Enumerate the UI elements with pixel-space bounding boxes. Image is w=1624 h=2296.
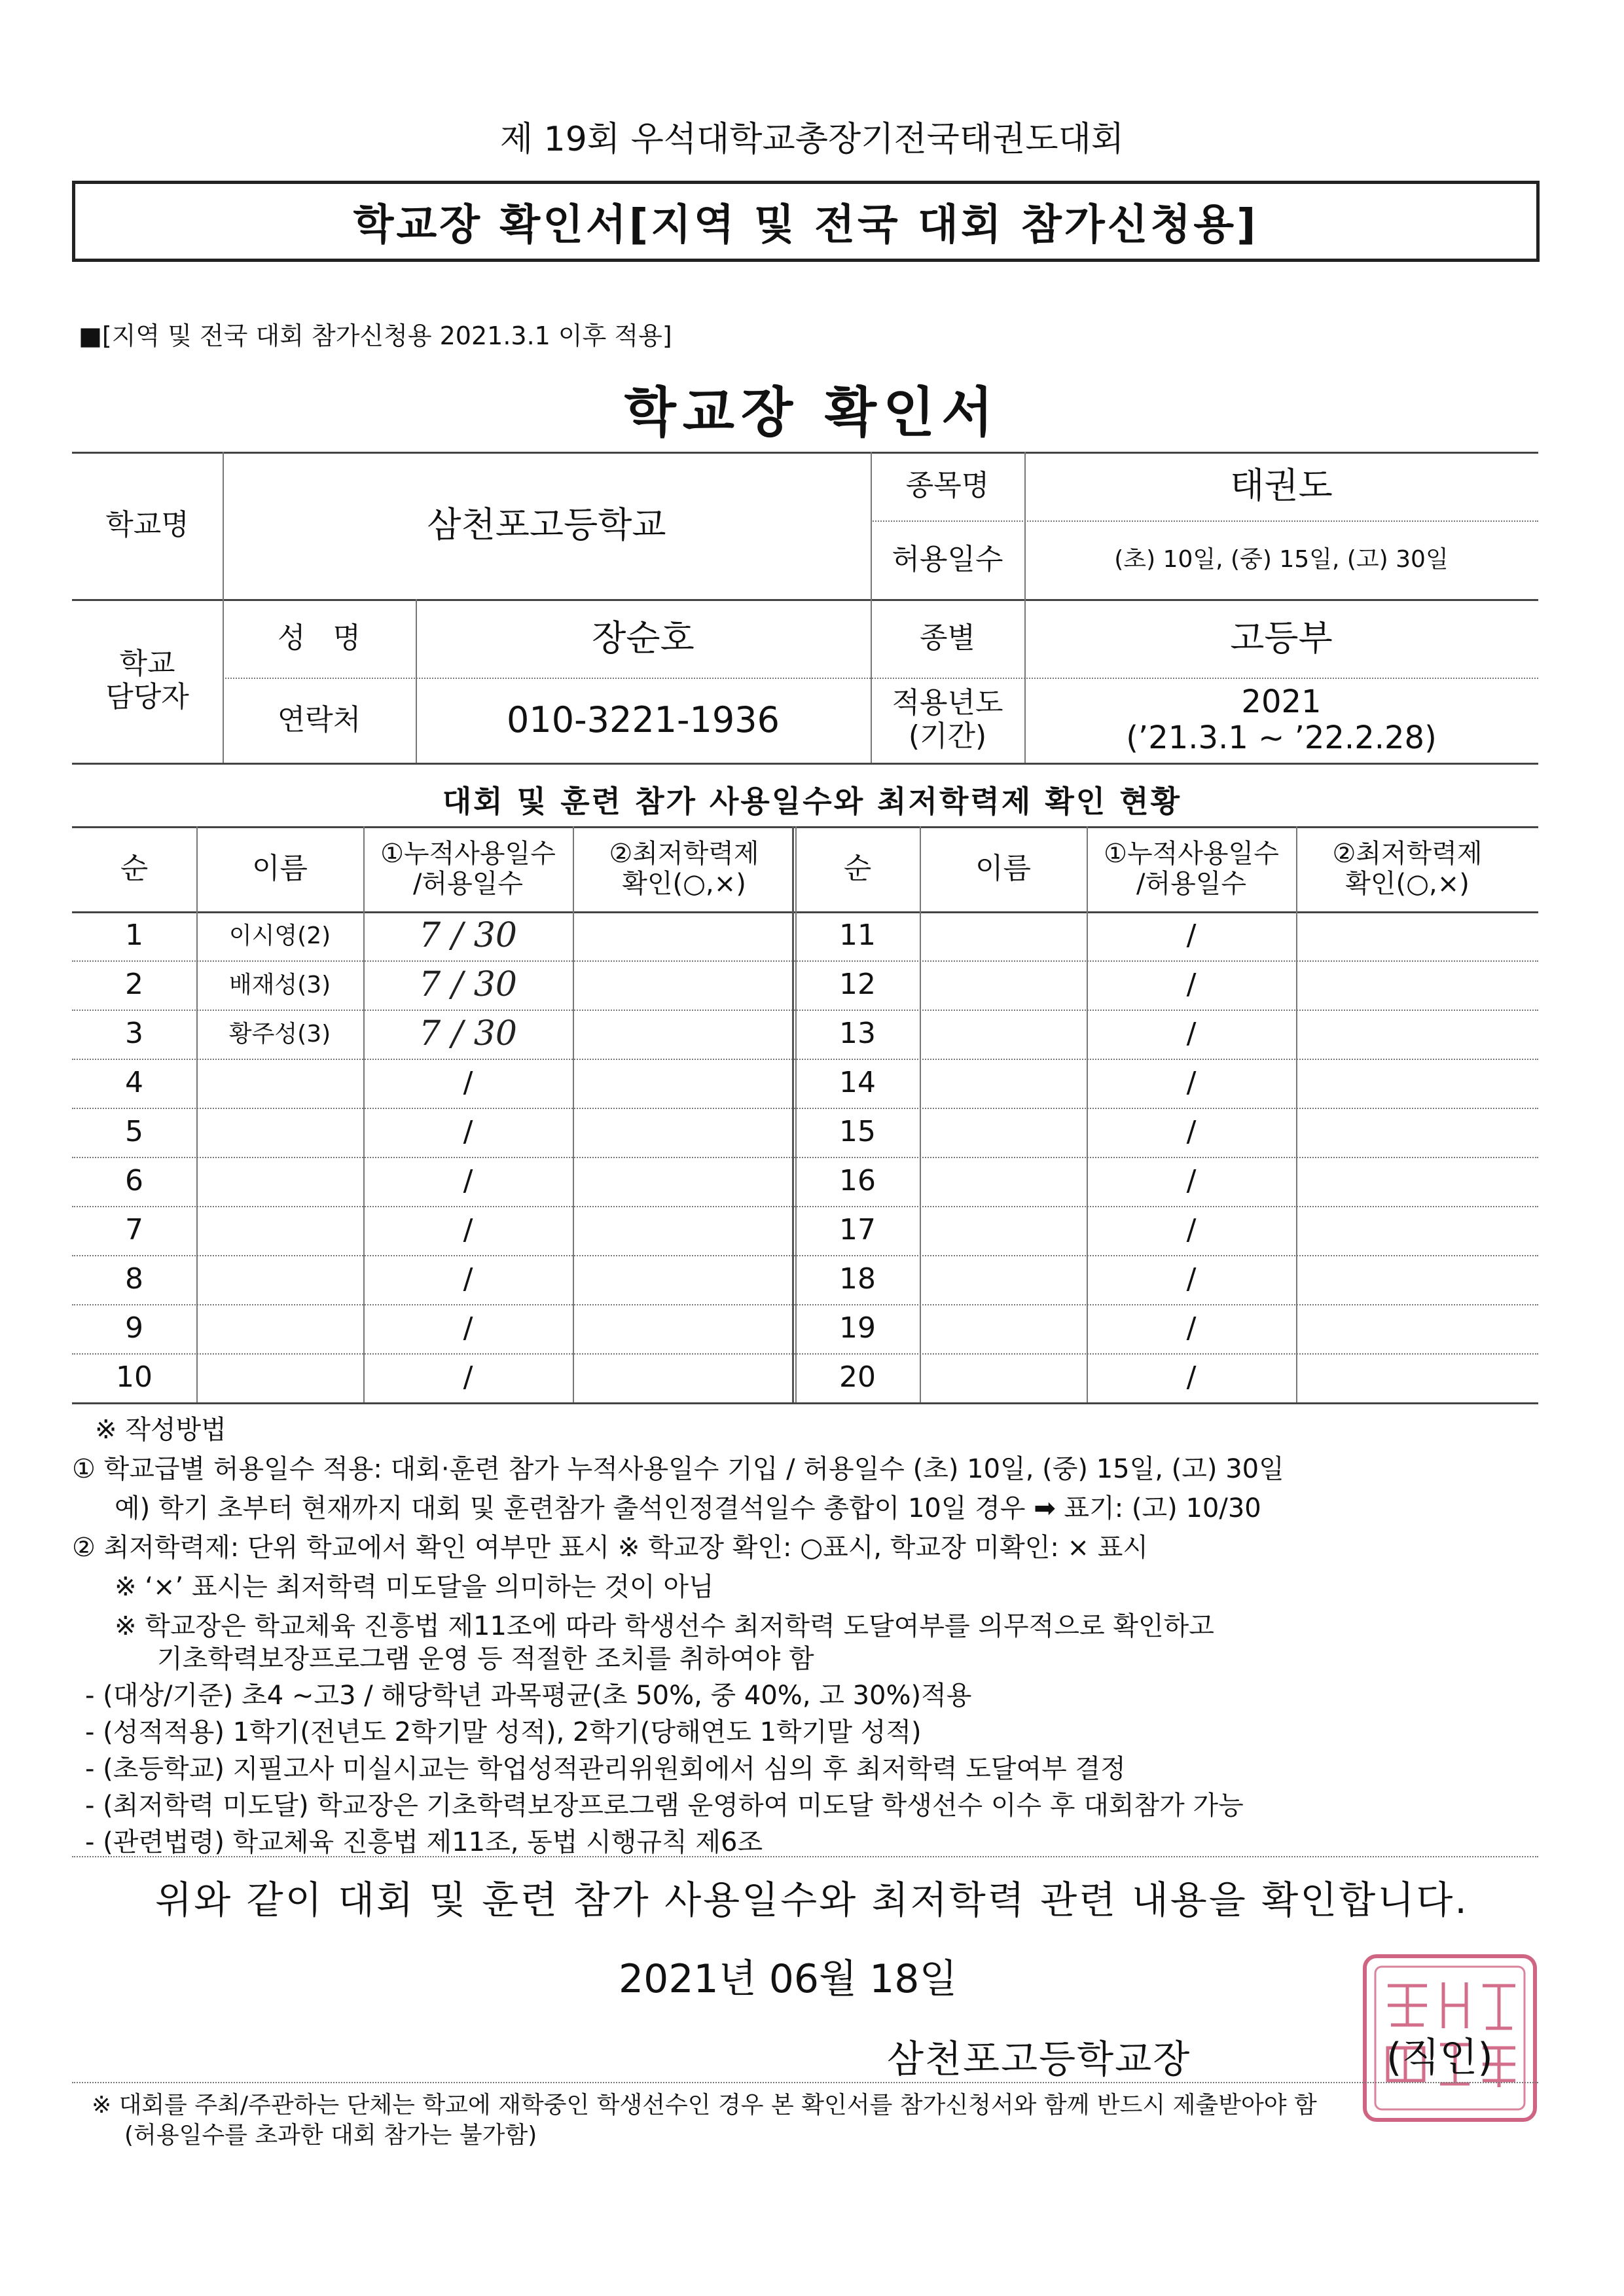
row-min-academic-check (1296, 1353, 1519, 1402)
division-value: 고등부 (1230, 617, 1333, 659)
row-athlete-name (920, 1206, 1087, 1255)
row-number: 16 (839, 1164, 876, 1198)
period-value (1024, 678, 1538, 763)
seal-label: (직인) (1386, 2035, 1493, 2081)
row-days-used: / (463, 1066, 473, 1100)
row-athlete-name: 황주성(3) (228, 1020, 331, 1048)
row-min-academic-check (573, 1157, 795, 1206)
row-min-academic-check (1296, 1157, 1519, 1206)
header-check-line1: ②최저학력제 (1332, 839, 1483, 869)
row-days-used: / (463, 1360, 473, 1394)
contact-label: 연락처 (277, 702, 361, 737)
header-days-line1: ①누적사용일수 (380, 839, 556, 869)
header-check-line2: 확인(○,×) (622, 869, 746, 899)
row-min-academic-check (1296, 1010, 1519, 1059)
header-days-right (1087, 826, 1296, 911)
row-days-used: / (1186, 1115, 1197, 1149)
row-min-academic-check (1296, 1255, 1519, 1304)
row-days-used: / (1186, 1311, 1197, 1345)
sport-value: 태권도 (1230, 465, 1333, 507)
row-days-used: / (463, 1311, 473, 1345)
header-days-left (363, 826, 573, 911)
row-number: 14 (839, 1066, 876, 1100)
header-name-right: 이름 (975, 851, 1031, 885)
instruction-item: ① 학교급별 허용일수 적용: 대회·훈련 참가 누적사용일수 기입 / 허용일수 (초) 10일, (중) 15일, (고) 30일 (72, 1454, 1284, 1484)
row-days-used: / (463, 1115, 473, 1149)
confirm-statement: 위와 같이 대회 및 훈련 참가 사용일수와 최저학력 관련 내용을 확인합니다. (155, 1878, 1469, 1922)
instruction-item: - (성적적용) 1학기(전년도 2학기말 성적), 2학기(당해연도 1학기말 성적) (85, 1717, 922, 1747)
row-athlete-name: 이시영(2) (228, 922, 331, 949)
row-min-academic-check (1296, 960, 1519, 1010)
header-days-line2: /허용일수 (1136, 869, 1247, 899)
instructions-divider (72, 1856, 1538, 1857)
row-athlete-name (920, 1108, 1087, 1157)
event-title: 제 19회 우석대학교총장기전국태권도대회 (499, 120, 1125, 159)
manager-label-line2: 담당자 (105, 680, 189, 714)
row-number: 9 (125, 1311, 143, 1345)
row-number: 10 (116, 1360, 153, 1394)
school-name: 삼천포고등학교 (427, 504, 666, 546)
header-days-line1: ①누적사용일수 (1104, 839, 1279, 869)
row-days-used: / (1186, 968, 1197, 1002)
header-check-line1: ②최저학력제 (609, 839, 759, 869)
row-min-academic-check (573, 1353, 795, 1402)
row-min-academic-check (573, 1108, 795, 1157)
row-number: 12 (839, 968, 876, 1002)
row-number: 17 (839, 1213, 876, 1247)
row-min-academic-check (573, 1010, 795, 1059)
row-min-academic-check (573, 1206, 795, 1255)
header-name-left: 이름 (251, 851, 308, 885)
issue-date: 2021년 06월 18일 (619, 1956, 958, 2002)
info-table-bottom-border (72, 763, 1538, 765)
row-min-academic-check (573, 1059, 795, 1108)
usage-heading: 대회 및 훈련 참가 사용일수와 최저학력제 확인 현황 (442, 784, 1182, 819)
row-athlete-name: 배재성(3) (228, 971, 331, 998)
instruction-item: ※ 학교장은 학교체육 진흥법 제11조에 따라 학생선수 최저학력 도달여부를 의무적으로 확인하고 (115, 1611, 1214, 1641)
period-label (871, 678, 1024, 763)
row-athlete-name (920, 1304, 1087, 1353)
row-days-used: 7 / 30 (419, 1013, 517, 1053)
division-label: 종별 (919, 621, 975, 655)
allowed-days-label: 허용일수 (892, 542, 1003, 576)
row-number: 13 (839, 1017, 876, 1051)
row-athlete-name (196, 1304, 363, 1353)
row-days-used: / (463, 1164, 473, 1198)
form-title-box: 학교장 확인서[지역 및 전국 대회 참가신청용] (72, 181, 1540, 262)
principal-name: 삼천포고등학교장 (887, 2037, 1191, 2081)
row-days-used: / (1186, 1164, 1197, 1198)
row-number: 7 (125, 1213, 143, 1247)
row-athlete-name (196, 1108, 363, 1157)
row-days-used: / (463, 1213, 473, 1247)
footnote-divider (72, 2082, 1538, 2083)
row-days-used: 7 / 30 (419, 915, 517, 955)
allowed-days-value: (초) 10일, (중) 15일, (고) 30일 (1114, 546, 1449, 574)
row-number: 5 (125, 1115, 143, 1149)
instruction-item: - (관련법령) 학교체육 진흥법 제11조, 동법 시행규칙 제6조 (85, 1827, 763, 1857)
row-days-used: / (1186, 1213, 1197, 1247)
row-min-academic-check (1296, 1059, 1519, 1108)
row-number: 6 (125, 1164, 143, 1198)
row-days-used: / (1186, 1360, 1197, 1394)
header-check-line2: 확인(○,×) (1345, 869, 1470, 899)
row-number: 11 (839, 919, 876, 953)
header-no-right: 순 (843, 851, 872, 885)
school-label: 학교명 (105, 508, 189, 542)
manager-name: 장순호 (592, 617, 695, 659)
row-number: 20 (839, 1360, 876, 1394)
instructions-heading: ※ 작성방법 (95, 1415, 226, 1445)
row-athlete-name (920, 1010, 1087, 1059)
instruction-item: - (초등학교) 지필고사 미실시교는 학업성적관리위원회에서 심의 후 최저학력 도달여부 결정 (85, 1754, 1126, 1784)
header-no-left: 순 (120, 851, 149, 885)
contact-value: 010-3221-1936 (507, 699, 780, 740)
row-athlete-name (196, 1255, 363, 1304)
row-athlete-name (920, 1353, 1087, 1402)
row-min-academic-check (573, 960, 795, 1010)
row-min-academic-check (1296, 911, 1519, 960)
row-athlete-name (920, 960, 1087, 1010)
row-number: 19 (839, 1311, 876, 1345)
row-athlete-name (196, 1157, 363, 1206)
row-athlete-name (196, 1353, 363, 1402)
sport-label: 종목명 (905, 469, 990, 503)
instruction-item: ② 최저학력제: 단위 학교에서 확인 여부만 표시 ※ 학교장 확인: ○표시, 학교장 미확인: × 표시 (72, 1533, 1149, 1563)
document-title: 학교장 확인서 (624, 382, 1000, 444)
usage-table-bottom-border (72, 1402, 1538, 1404)
row-min-academic-check (573, 911, 795, 960)
row-days-used: / (1186, 1017, 1197, 1051)
row-athlete-name (196, 1206, 363, 1255)
row-min-academic-check (573, 1255, 795, 1304)
row-min-academic-check (1296, 1206, 1519, 1255)
row-number: 15 (839, 1115, 876, 1149)
header-days-line2: /허용일수 (412, 869, 524, 899)
period-label-line1: 적용년도 (892, 686, 1003, 720)
period-label-line2: (기간) (908, 720, 987, 753)
row-athlete-name (920, 1157, 1087, 1206)
name-label: 성 명 (278, 621, 361, 655)
row-number: 1 (125, 919, 143, 953)
row-min-academic-check (1296, 1108, 1519, 1157)
row-days-used: / (1186, 919, 1197, 953)
row-number: 2 (125, 968, 143, 1002)
manager-label-line1: 학교 (119, 647, 175, 681)
footnote: (허용일수를 초과한 대회 참가는 불가함) (124, 2122, 537, 2149)
row-days-used: / (463, 1262, 473, 1296)
row-min-academic-check (573, 1304, 795, 1353)
instruction-item: 기초학력보장프로그램 운영 등 적절한 조치를 취하여야 함 (157, 1644, 814, 1674)
header-check-right (1296, 826, 1519, 911)
instruction-item: ※ ‘×’ 표시는 최저학력 미도달을 의미하는 것이 아님 (115, 1572, 714, 1602)
row-athlete-name (920, 911, 1087, 960)
instruction-item: 예) 학기 초부터 현재까지 대회 및 훈련참가 출석인정결석일수 총합이 10일 경우 ➡ 표기: (고) 10/30 (115, 1493, 1261, 1523)
row-days-used: / (1186, 1066, 1197, 1100)
row-athlete-name (920, 1059, 1087, 1108)
instruction-item: - (대상/기준) 초4 ~고3 / 해당학년 과목평균(초 50%, 중 40%, 고 30%)적용 (85, 1681, 972, 1711)
row-days-used: 7 / 30 (419, 964, 517, 1004)
row-number: 4 (125, 1066, 143, 1100)
footnote: ※ 대회를 주최/주관하는 단체는 학교에 재학중인 학생선수인 경우 본 확인서를 참가신청서와 함께 반드시 제출받아야 함 (92, 2092, 1317, 2119)
row-min-academic-check (1296, 1304, 1519, 1353)
period-range: (’21.3.1 ~ ’22.2.28) (1126, 720, 1437, 756)
manager-label (72, 599, 223, 763)
period-year: 2021 (1241, 683, 1322, 720)
row-number: 3 (125, 1017, 143, 1051)
header-check-left (573, 826, 795, 911)
row-days-used: / (1186, 1262, 1197, 1296)
notice-line: ■[지역 및 전국 대회 참가신청용 2021.3.1 이후 적용] (79, 321, 672, 350)
instruction-item: - (최저학력 미도달) 학교장은 기초학력보장프로그램 운영하여 미도달 학생선수 이수 후 대회참가 가능 (85, 1791, 1244, 1821)
row-athlete-name (196, 1059, 363, 1108)
row-number: 18 (839, 1262, 876, 1296)
row-athlete-name (920, 1255, 1087, 1304)
row-number: 8 (125, 1262, 143, 1296)
